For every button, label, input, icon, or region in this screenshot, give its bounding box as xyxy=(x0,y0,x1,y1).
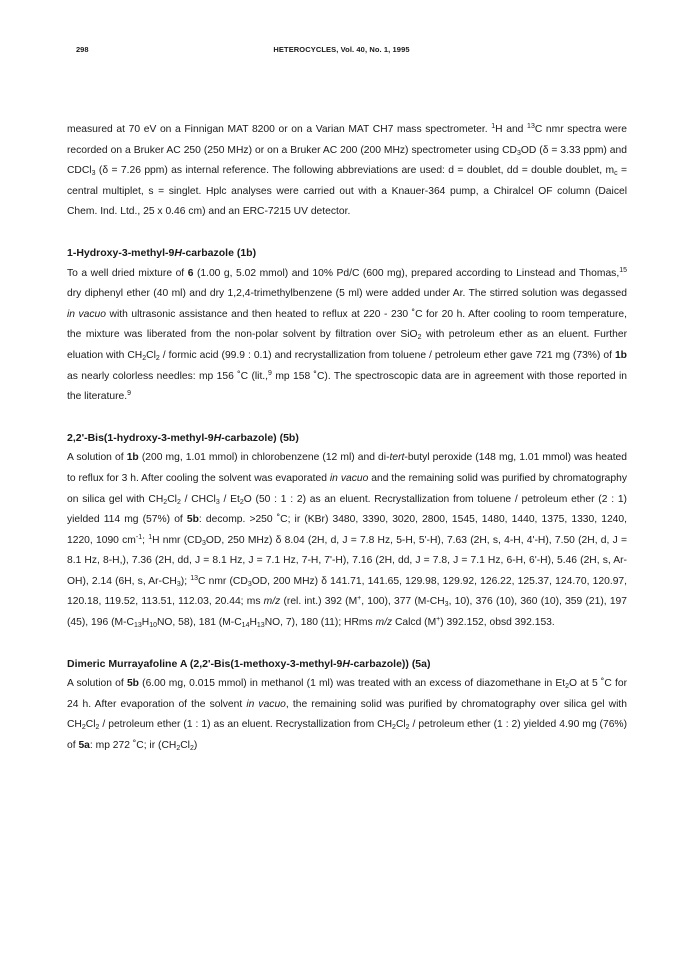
section-body: A solution of 5b (6.00 mg, 0.015 mmol) in methanol (1 ml) was treated with an excess of diazomethane in $Et_2O$ at 5 ˚C for 24 h. After evaporation of the solvent in vacuo, the remaining solid was purified by chromatography over silica gel with $CH_2Cl_2$ / petroleum ether (1 : 1) as an eluent. Recrystallization from $CH_2Cl_2$ / petroleum ether (1 : 2) yielded 4.90 mg (76%) of 5a: mp 272 ˚C; ir $(CH_2Cl_2)$ xyxy=(67,678,628,753)
section-heading: Dimeric Murrayafoline A (2,2'-Bis(1-methoxy-3-methyl-9H-carbazole)) (5a) xyxy=(67,657,431,670)
section-compound-5b xyxy=(67,428,627,634)
experimental-general-paragraph: measured at 70 eV on a Finnigan MAT 8200 or on a Varian MAT CH7 mass spectrometer. $^1$H and $^{13}$C nmr spectra were recorded on a Bruker AC 250 (250 MHz) or on a Bruker AC 200 (200 MHz) spectrometer using $CD_3OD$ (δ = 3.33 ppm) and CDCl$_3$ (δ = 7.26 ppm) as internal reference. The following abbreviations are used: d = doublet, dd = double doublet, $m_c$ = central multiplet, s = singlet. Hplc analyses were carried out with a Knauer-364 pump, a Chiralcel OF column (Daicel Chem. Ind. Ltd., 25 x 0.46 cm) and an ERC-7215 UV detector. xyxy=(67,123,627,218)
page-header xyxy=(0,45,683,59)
article-body xyxy=(67,120,627,757)
section-heading: 1-Hydroxy-3-methyl-9H-carbazole (1b) xyxy=(67,246,257,259)
section-compound-5a xyxy=(67,654,627,757)
section-compound-1b xyxy=(67,243,627,408)
section-heading: 2,2'-Bis(1-hydroxy-3-methyl-9H-carbazole) (5b) xyxy=(67,431,299,444)
section-body: A solution of 1b (200 mg, 1.01 mmol) in chlorobenzene (12 ml) and di-tert-butyl peroxide (148 mg, 1.01 mmol) was heated to reflux for 3 h. After cooling the solvent was evaporated in vacuo and the remaining solid was purified by chromatography on silica gel with $CH_2Cl_2$ / CHCl$_3$ / $Et_2O$ (50 : 1 : 2) as an eluent. Recrystallization from toluene / petroleum ether (2 : 1) yielded 114 mg (57%) of 5b: decomp. >250 ˚C; ir (KBr) 3480, 3390, 3020, 2800, 1545, 1480, 1440, 1375, 1330, 1240, 1220, 1090 $cm^{-1}$; $^1$H nmr ($CD_3OD$, 250 MHz) δ 8.04 (2H, d, J = 7.8 Hz, 5-H, 5'-H), 7.63 (2H, s, 4-H, 4'-H), 7.50 (2H, d, J = 8.1 Hz, 8-H,), 7.36 (2H, dd, J = 8.1 Hz, J = 7.1 Hz, 7-H, 7'-H), 7.16 (2H, dd, J = 7.8, J = 7.1 Hz, 6-H, 6'-H), 5.46 (2H, s, Ar-OH), 2.14 (6H, s, $Ar-CH_3$); $^{13}$C nmr ($CD_3OD$, 200 MHz) δ 141.71, 141.65, 129.98, 129.92, 126.22, 125.37, 124.70, 120.97, 120.18, 119.52, 113.51, 112.03, 20.44; ms m/z (rel. int.) 392 (M+, 100), 377 ($M-CH_3$, 10), 376 (10), 360 (10), 359 (21), 197 (45), 196 ($M-C_{13}H_{10}NO$, 58), 181 ($M-C_{14}H_{13}NO$, 7), 180 (11); HRms m/z Calcd (M+) 392.152, obsd 392.153. xyxy=(67,452,628,630)
page-number: 298 xyxy=(76,45,89,54)
section-body: To a well dried mixture of 6 (1.00 g, 5.02 mmol) and 10% Pd/C (600 mg), prepared according to Linstead and Thomas,$^{15}$ dry diphenyl ether (40 ml) and dry 1,2,4-trimethylbenzene (5 ml) were added under Ar. The stirred solution was degassed in vacuo with ultrasonic assistance and then heated to reflux at 220 - 230 ˚C for 20 h. After cooling to room temperature, the mixture was liberated from the non-polar solvent by filtration over SiO$_2$ with petroleum ether as an eluent. Further eluation with $CH_2Cl_2$ / formic acid (99.9 : 0.1) and recrystallization from toluene / petroleum ether gave 721 mg (73%) of 1b as nearly colorless needles: mp 156 ˚C (lit.,$^9$ mp 158 ˚C). The spectroscopic data are in agreement with those reported in the literature.$^9$ xyxy=(67,266,628,403)
journal-reference: HETEROCYCLES, Vol. 40, No. 1, 1995 xyxy=(273,45,410,54)
